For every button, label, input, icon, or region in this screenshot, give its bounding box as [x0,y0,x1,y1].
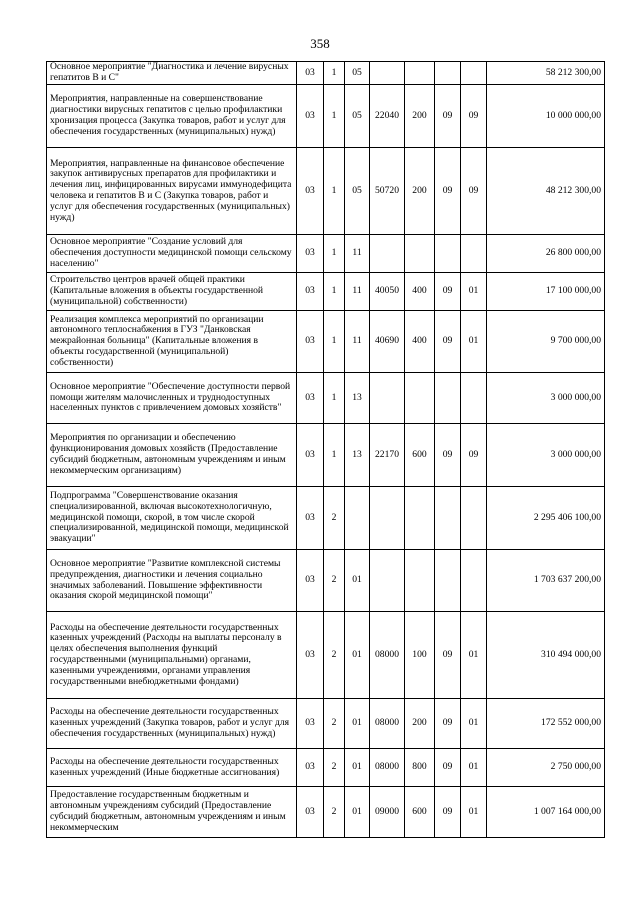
code-cell: 22170 [370,424,405,487]
table-row [47,550,605,612]
code-cell: 11 [345,311,370,373]
code-cell: 13 [345,373,370,424]
code-cell [405,487,435,550]
row-description: Мероприятия по организации и обеспечению функционирования домовых хозяйств (Предоставление субсидий бюджетным, автономным учреждениям и иным некоммерческим организациям) [47,424,297,487]
code-cell: 03 [297,311,324,373]
row-description: Расходы на обеспечение деятельности государственных казенных учреждений (Иные бюджетные ассигнования) [47,749,297,787]
code-cell: 09 [435,148,461,235]
code-cell: 13 [345,424,370,487]
code-cell: 40690 [370,311,405,373]
code-cell: 03 [297,699,324,749]
code-cell: 2 [324,699,345,749]
code-cell: 01 [461,749,487,787]
table-row [47,85,605,148]
code-cell: 05 [345,148,370,235]
code-cell: 03 [297,62,324,85]
table-row [47,787,605,838]
code-cell: 03 [297,787,324,838]
code-cell [435,373,461,424]
code-cell: 50720 [370,148,405,235]
code-cell: 100 [405,612,435,699]
code-cell: 200 [405,148,435,235]
amount-cell: 310 494 000,00 [487,612,605,699]
row-description: Основное мероприятие "Создание условий для обеспечения доступности медицинской помощи сельскому населению" [47,235,297,273]
code-cell: 03 [297,273,324,311]
code-cell: 09 [435,311,461,373]
code-cell: 03 [297,85,324,148]
amount-cell: 3 000 000,00 [487,424,605,487]
amount-cell: 172 552 000,00 [487,699,605,749]
code-cell: 03 [297,424,324,487]
code-cell [370,62,405,85]
code-cell: 01 [461,699,487,749]
code-cell: 01 [461,612,487,699]
code-cell: 09 [435,273,461,311]
row-description: Реализация комплекса мероприятий по организации автономного теплоснабжения в ГУЗ "Данковская межрайонная больница" (Капитальные вложения в объекты государственной (муниципальной) собственности) [47,311,297,373]
code-cell: 08000 [370,749,405,787]
row-description: Строительство центров врачей общей практики (Капитальные вложения в объекты государственной (муниципальной) собственности) [47,273,297,311]
amount-cell: 1 007 164 000,00 [487,787,605,838]
code-cell: 01 [461,787,487,838]
row-description: Мероприятия, направленные на финансовое обеспечение закупок антивирусных препаратов для профилактики и лечения лиц, инфицированных вирусами иммунодефицита человека и гепатитов В и С (Закупка товаров, работ и услуг для обеспечения государственных (муниципальных) нужд) [47,148,297,235]
code-cell: 1 [324,235,345,273]
code-cell: 09 [435,699,461,749]
code-cell: 01 [345,612,370,699]
code-cell: 09000 [370,787,405,838]
code-cell: 01 [345,699,370,749]
row-description: Расходы на обеспечение деятельности государственных казенных учреждений (Закупка товаров, работ и услуг для обеспечения государственных (муниципальных) нужд) [47,699,297,749]
code-cell: 03 [297,487,324,550]
row-description: Основное мероприятие "Обеспечение доступности первой помощи жителям малочисленных и труднодоступных населенных пунктов с привлечением домовых хозяйств" [47,373,297,424]
table-row [47,273,605,311]
code-cell [461,550,487,612]
code-cell: 800 [405,749,435,787]
code-cell: 1 [324,424,345,487]
amount-cell: 26 800 000,00 [487,235,605,273]
code-cell: 1 [324,373,345,424]
code-cell [405,550,435,612]
amount-cell: 9 700 000,00 [487,311,605,373]
code-cell: 1 [324,62,345,85]
code-cell: 03 [297,749,324,787]
amount-cell: 17 100 000,00 [487,273,605,311]
code-cell: 2 [324,550,345,612]
code-cell: 40050 [370,273,405,311]
code-cell: 01 [461,311,487,373]
budget-table [46,61,605,838]
code-cell: 600 [405,787,435,838]
code-cell: 03 [297,235,324,273]
code-cell: 03 [297,148,324,235]
code-cell: 09 [461,148,487,235]
code-cell: 03 [297,550,324,612]
code-cell: 2 [324,749,345,787]
page-number: 358 [310,36,330,51]
row-description: Предоставление государственным бюджетным и автономным учреждениям субсидий (Предоставление субсидий бюджетным, автономным учреждениям и иным некоммерческим [47,787,297,838]
code-cell [370,235,405,273]
code-cell: 1 [324,273,345,311]
table-row [47,699,605,749]
code-cell: 09 [435,749,461,787]
table-row [47,148,605,235]
code-cell [405,373,435,424]
code-cell: 03 [297,373,324,424]
table-row [47,235,605,273]
row-description: Основное мероприятие "Развитие комплексной системы предупреждения, диагностики и лечения социально значимых заболеваний. Повышение эффективности оказания скорой медицинской помощи" [47,550,297,612]
code-cell: 09 [435,85,461,148]
code-cell [370,550,405,612]
code-cell: 200 [405,699,435,749]
code-cell: 05 [345,85,370,148]
amount-cell: 1 703 637 200,00 [487,550,605,612]
code-cell: 01 [345,787,370,838]
row-description: Мероприятия, направленные на совершенствование диагностики вирусных гепатитов с целью профилактики хронизация процесса (Закупка товаров, работ и услуг для обеспечения государственных (муниципальных) нужд) [47,85,297,148]
amount-cell: 48 212 300,00 [487,148,605,235]
code-cell: 08000 [370,612,405,699]
table-row [47,62,605,85]
code-cell [461,235,487,273]
code-cell [370,487,405,550]
code-cell [370,373,405,424]
amount-cell: 10 000 000,00 [487,85,605,148]
code-cell: 400 [405,273,435,311]
code-cell: 09 [435,787,461,838]
row-description: Основное мероприятие "Диагностика и лечение вирусных гепатитов В и С" [47,62,297,85]
code-cell: 1 [324,311,345,373]
table-row [47,373,605,424]
code-cell: 11 [345,235,370,273]
amount-cell: 2 750 000,00 [487,749,605,787]
code-cell: 2 [324,787,345,838]
code-cell: 600 [405,424,435,487]
code-cell [435,487,461,550]
code-cell [435,235,461,273]
code-cell: 01 [345,550,370,612]
amount-cell: 3 000 000,00 [487,373,605,424]
code-cell [345,487,370,550]
code-cell: 22040 [370,85,405,148]
code-cell [405,62,435,85]
code-cell: 400 [405,311,435,373]
code-cell: 1 [324,85,345,148]
code-cell: 08000 [370,699,405,749]
code-cell: 09 [435,612,461,699]
code-cell: 05 [345,62,370,85]
code-cell [435,62,461,85]
code-cell [405,235,435,273]
code-cell: 1 [324,148,345,235]
table-row [47,749,605,787]
code-cell: 09 [461,424,487,487]
code-cell: 2 [324,487,345,550]
table-row [47,311,605,373]
code-cell: 11 [345,273,370,311]
code-cell: 09 [461,85,487,148]
row-description: Подпрограмма "Совершенствование оказания специализированной, включая высокотехнологичную, медицинской помощи, скорой, в том числе скорой специализированной, медицинской помощи, медицинской эвакуации" [47,487,297,550]
code-cell [461,62,487,85]
code-cell: 200 [405,85,435,148]
row-description: Расходы на обеспечение деятельности государственных казенных учреждений (Расходы на выплаты персоналу в целях обеспечения выполнения функций государственными (муниципальными) органами, казенными учреждениями, органами управления государственными внебюджетными фондами) [47,612,297,699]
code-cell: 01 [345,749,370,787]
amount-cell: 2 295 406 100,00 [487,487,605,550]
code-cell: 01 [461,273,487,311]
code-cell: 2 [324,612,345,699]
code-cell: 03 [297,612,324,699]
code-cell [461,487,487,550]
code-cell [435,550,461,612]
code-cell: 09 [435,424,461,487]
amount-cell: 58 212 300,00 [487,62,605,85]
code-cell [461,373,487,424]
table-row [47,424,605,487]
table-row [47,612,605,699]
table-row [47,487,605,550]
